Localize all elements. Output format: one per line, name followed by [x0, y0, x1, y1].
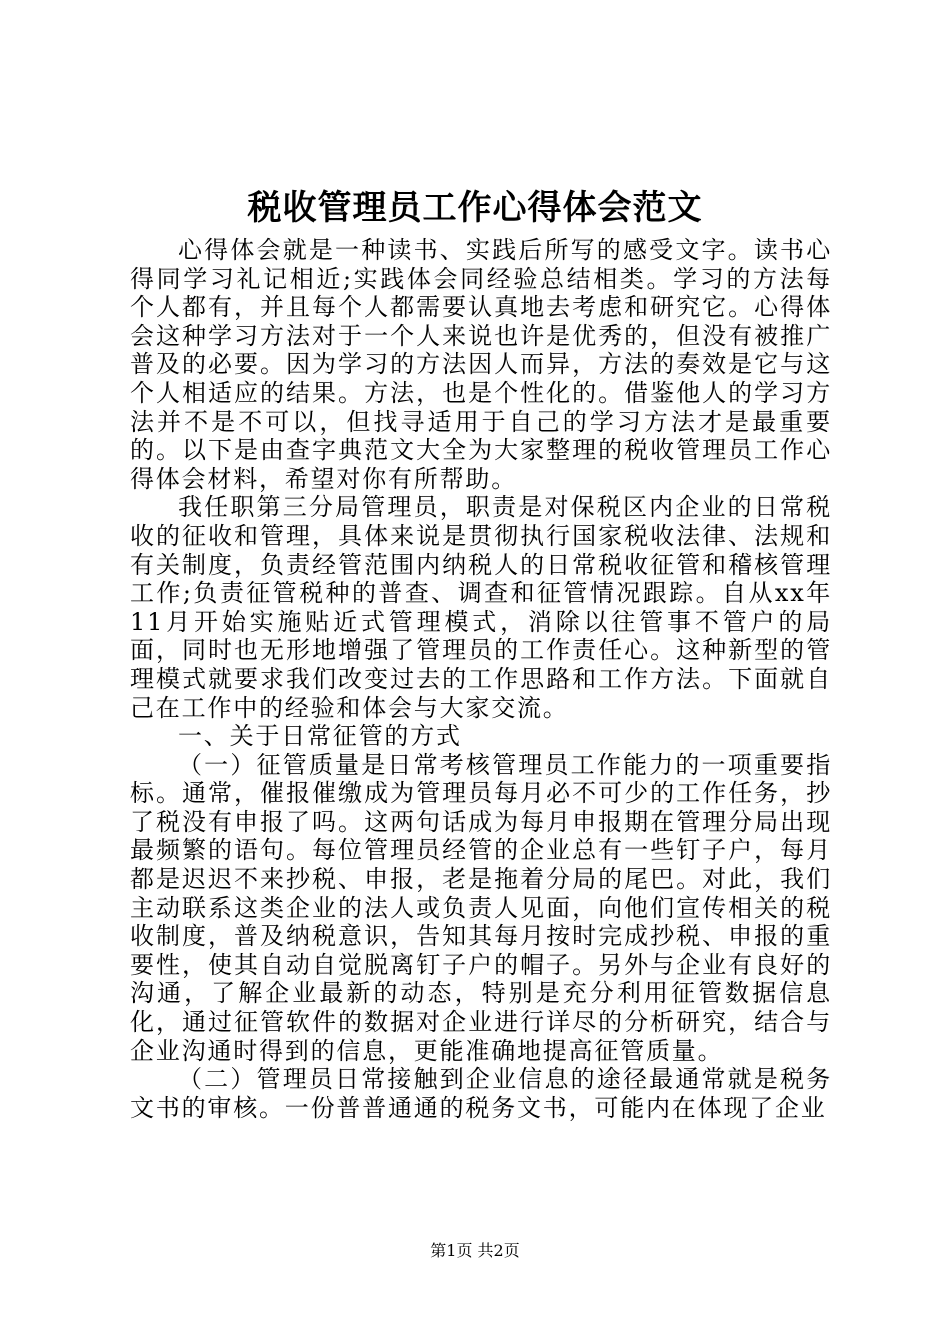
paragraph-item-2: （二）管理员日常接触到企业信息的途径最通常就是税务文书的审核。一份普普通通的税务文书，可能内在体现了企业 [130, 1065, 832, 1122]
paragraph-item-1: （一）征管质量是日常考核管理员工作能力的一项重要指标。通常，催报催缴成为管理员每月必不可少的工作任务，抄了税没有申报了吗。这两句话成为每月申报期在管理分局出现最频繁的语句。每位管理员经管的企业总有一些钉子户，每月都是迟迟不来抄税、申报，老是拖着分局的尾巴。对此，我们主动联系这类企业的法人或负责人见面，向他们宣传相关的税收制度，普及纳税意识，告知其每月按时完成抄税、申报的重要性，使其自动自觉脱离钉子户的帽子。另外与企业有良好的沟通，了解企业最新的动态，特别是充分利用征管数据信息化，通过征管软件的数据对企业进行详尽的分析研究，结合与企业沟通时得到的信息，更能准确地提高征管质量。 [130, 750, 832, 1065]
document-body [130, 236, 832, 1122]
page-footer: 第1页 共2页 [430, 1241, 520, 1260]
paragraph-duties: 我任职第三分局管理员，职责是对保税区内企业的日常税收的征收和管理，具体来说是贯彻执行国家税收法律、法规和有关制度，负责经管范围内纳税人的日常税收征管和稽核管理工作;负责征管税种的普查、调查和征管情况跟踪。自从xx年11月开始实施贴近式管理模式，消除以往管事不管户的局面，同时也无形地增强了管理员的工作责任心。这种新型的管理模式就要求我们改变过去的工作思路和工作方法。下面就自己在工作中的经验和体会与大家交流。 [130, 493, 832, 722]
section-heading-1: 一、关于日常征管的方式 [178, 722, 462, 751]
document-title: 税收管理员工作心得体会范文 [247, 188, 703, 228]
paragraph-intro: 心得体会就是一种读书、实践后所写的感受文字。读书心得同学习礼记相近;实践体会同经验总结相类。学习的方法每个人都有，并且每个人都需要认真地去考虑和研究它。心得体会这种学习方法对于一个人来说也许是优秀的，但没有被推广普及的必要。因为学习的方法因人而异，方法的奏效是它与这个人相适应的结果。方法，也是个性化的。借鉴他人的学习方法并不是不可以，但找寻适用于自己的学习方法才是最重要的。以下是由查字典范文大全为大家整理的税收管理员工作心得体会材料，希望对你有所帮助。 [130, 236, 832, 493]
